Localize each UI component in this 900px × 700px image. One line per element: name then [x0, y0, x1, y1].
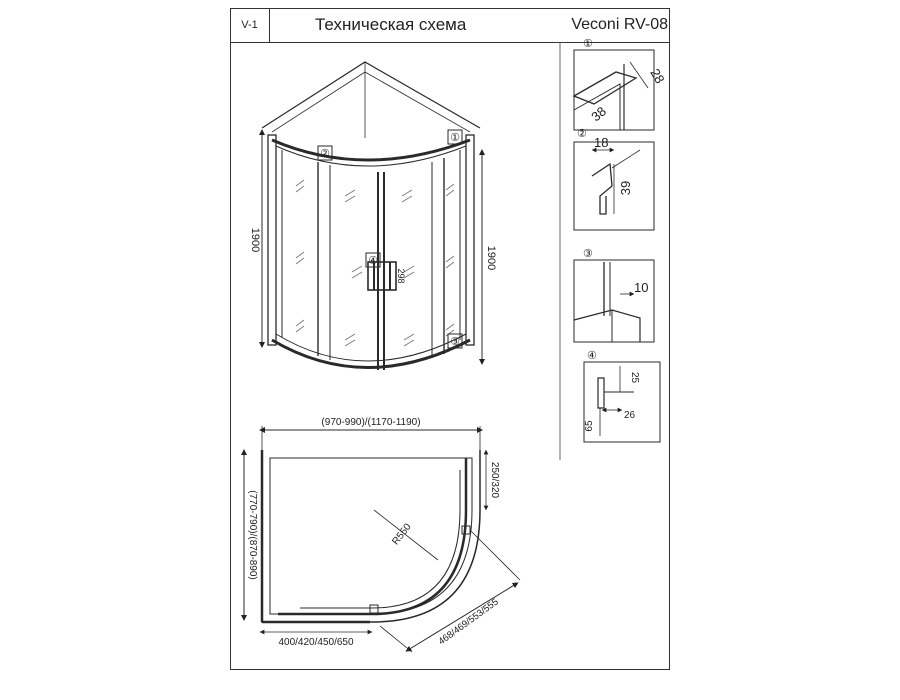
detail-1-profile — [574, 72, 636, 104]
detail-4-dim-b: 26 — [624, 410, 636, 421]
detail-4-frame — [584, 362, 660, 442]
front-view — [262, 62, 482, 370]
tray-outline — [262, 450, 480, 622]
plan-width-label: (970-990)/(1170-1190) — [321, 417, 421, 428]
door-roller — [370, 605, 378, 613]
model-name: Veconi RV-08 — [571, 16, 668, 33]
plan-radius-label: R550 — [390, 521, 414, 548]
left-wall-profile — [268, 135, 276, 345]
callout-4-label: ④ — [368, 255, 378, 267]
detail-2-profile — [592, 164, 612, 214]
detail-2-edge — [612, 150, 640, 168]
detail-2-marker: ② — [577, 128, 587, 140]
sliding-doors-track — [278, 458, 466, 614]
detail-2-dim-a: 18 — [594, 135, 609, 150]
detail-1-frame — [574, 50, 654, 130]
detail-3-dim-a: 10 — [634, 280, 649, 295]
height-label-left: 1900 — [249, 227, 261, 253]
detail-3-marker: ③ — [583, 248, 593, 260]
diagonal-ext-1 — [380, 626, 412, 652]
detail-1-dim-a: 28 — [647, 66, 668, 87]
callout-1-label: ① — [450, 132, 460, 144]
handle-dimension: 298 — [396, 268, 406, 284]
detail-1-dim-line — [630, 62, 648, 88]
plan-front-label: 400/420/450/650 — [278, 637, 354, 648]
diagonal-dimension — [408, 584, 516, 650]
callout-3-label: ③ — [450, 336, 460, 348]
plan-side-label: 250/320 — [489, 461, 500, 499]
top-curved-rail — [272, 140, 470, 160]
door-panels — [300, 470, 460, 608]
page-title: Техническая схема — [315, 15, 467, 34]
detail-3-tray — [574, 310, 640, 342]
right-wall-profile — [466, 135, 474, 345]
detail-1-dim-b: 38 — [588, 103, 610, 125]
plan-diagonal-label: 468/469/553/555 — [436, 596, 501, 648]
plan-depth-label: (770-790)/(870-890) — [247, 490, 258, 580]
detail-4 — [584, 350, 660, 442]
bottom-tray — [272, 340, 470, 368]
detail-2-dim-b: 39 — [618, 180, 633, 196]
detail-1 — [574, 38, 668, 130]
sheet-code: V-1 — [230, 8, 270, 42]
detail-1-marker: ① — [583, 38, 593, 50]
diagonal-ext-2 — [470, 530, 520, 580]
ceiling-outline — [262, 62, 480, 128]
detail-4-handle-profile — [598, 378, 604, 408]
detail-4-dim-a: 25 — [629, 372, 640, 384]
detail-2 — [574, 128, 654, 230]
detail-3 — [574, 248, 654, 342]
detail-3-frame — [574, 260, 654, 342]
callout-2-label: ② — [320, 148, 330, 160]
height-label-right: 1900 — [485, 245, 497, 271]
detail-4-dim-c: 65 — [584, 420, 595, 432]
detail-4-marker: ④ — [587, 350, 597, 362]
